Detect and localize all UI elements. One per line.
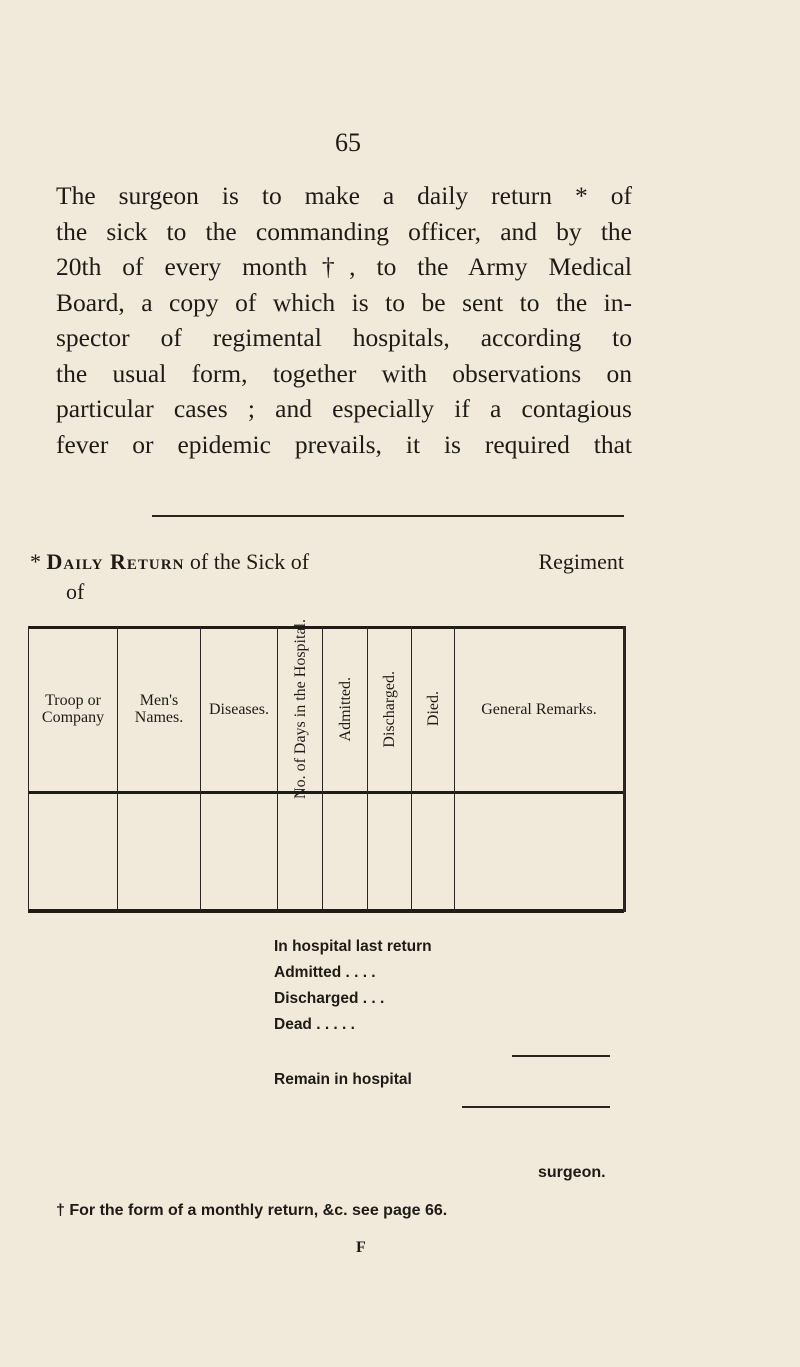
column-header-died-text: Died. [424,691,442,727]
remain-in-hospital-label: Remain in hospital [274,1071,412,1088]
signature-rule [462,1106,610,1108]
return-title-rest: of the Sick of [184,549,310,574]
column-header-troop: Troop or Company [41,692,105,726]
column-header-died [413,632,453,786]
body-line: 20th of every month†, to the Army Medical [56,252,632,281]
body-line: The surgeon is to make a daily return * of [56,181,632,210]
table-border-right [623,626,626,912]
return-title-of: of [66,579,85,604]
column-header-admitted [324,632,366,786]
footnote: † For the form of a monthly return, &c. see page 66. [56,1202,448,1219]
signature-mark: F [356,1239,366,1256]
body-line: fever or epidemic prevails, it is required that [56,429,632,459]
table-column-divider [117,626,118,912]
return-title-regiment: Regiment [538,549,624,574]
totals-sum-rule [512,1055,610,1057]
column-header-names: Men's Names. [134,692,184,726]
asterisk-mark: * [30,549,47,574]
totals-row: Admitted . . . . [274,964,376,981]
table-column-divider [454,626,455,912]
column-header-remarks: General Remarks. [481,700,597,718]
body-line: Board, a copy of which is to be sent to the in- [56,287,632,317]
section-divider [152,515,624,517]
table-column-divider [277,626,278,912]
totals-row: Dead . . . . . [274,1016,355,1033]
totals-row: Discharged . . . [274,990,385,1007]
column-header-days-text: No. of Days in the Hospital. [291,619,309,799]
table-column-divider [200,626,201,912]
table-column-divider [322,626,323,912]
body-line: particular cases ; and especially if a contagious [56,394,632,423]
column-header-days [279,619,321,799]
body-line: the usual form, together with observations on [56,358,632,388]
return-title-smallcaps: Daily Return [46,549,185,574]
body-paragraph [56,178,632,462]
column-header-discharged [369,632,410,786]
daily-return-table [28,619,624,912]
column-header-diseases: Diseases. [209,700,269,718]
table-column-divider [367,626,368,912]
hospital-totals [274,934,432,1038]
surgeon-signoff: surgeon. [538,1164,606,1181]
page-number: 65 [335,128,361,157]
table-column-divider [411,626,412,912]
return-title-left [30,549,309,575]
column-header-admitted-text: Admitted. [336,676,354,742]
column-header-discharged-text: Discharged. [381,670,398,748]
table-border-left [28,626,29,912]
totals-row: In hospital last return [274,938,432,955]
body-line: spector of regimental hospitals, according to [56,323,632,352]
body-line: the sick to the commanding officer, and by the [56,216,632,246]
